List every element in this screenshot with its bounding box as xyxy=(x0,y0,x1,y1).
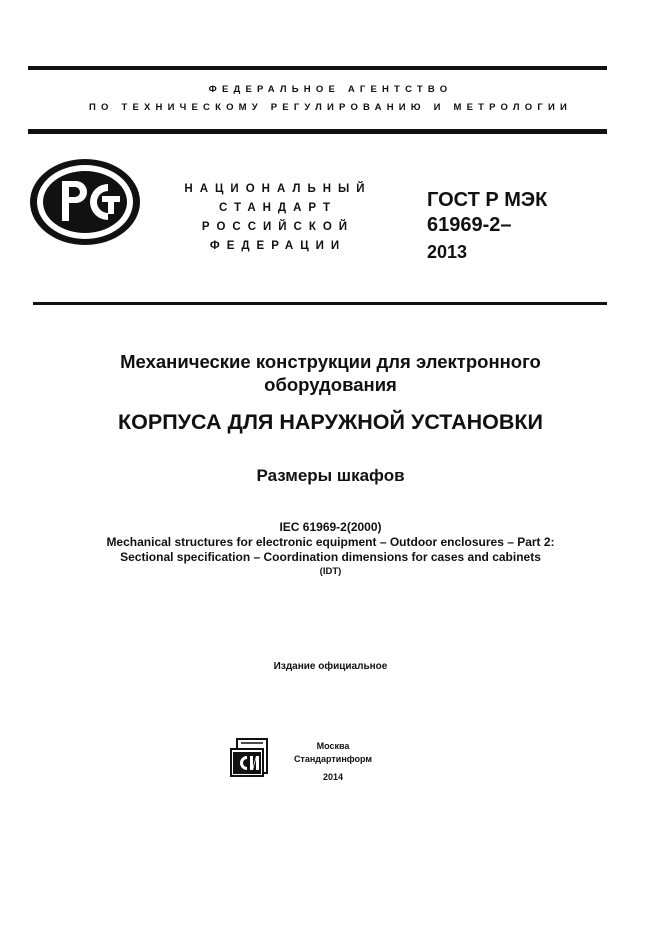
iec-title-line-1: Mechanical structures for electronic equipment – Outdoor enclosures – Part 2: xyxy=(106,535,555,549)
top-rule xyxy=(28,66,607,70)
iec-code: IEC 61969-2(2000) xyxy=(279,520,382,534)
agency-line-1: ФЕДЕРАЛЬНОЕ АГЕНТСТВО xyxy=(208,84,453,95)
publisher-name: Стандартинформ xyxy=(293,754,373,764)
agency-line-2: ПО ТЕХНИЧЕСКОМУ РЕГУЛИРОВАНИЮ И МЕТРОЛОГИИ xyxy=(89,102,572,113)
gost-code-line-3: 2013 xyxy=(427,242,468,262)
title-line-2: оборудования xyxy=(264,374,397,395)
gost-code-line-2: 61969-2– xyxy=(427,214,512,236)
standard-bottom-rule xyxy=(33,302,607,305)
standard-line-1: НАЦИОНАЛЬНЫЙ xyxy=(184,183,372,195)
gost-code-line-1: ГОСТ Р МЭК xyxy=(427,189,548,211)
standard-line-2: СТАНДАРТ xyxy=(219,202,337,214)
publisher-year: 2014 xyxy=(322,772,344,782)
header-bottom-rule xyxy=(28,129,607,134)
edition-label: Издание официальное xyxy=(273,661,388,672)
standard-line-4: ФЕДЕРАЦИИ xyxy=(209,240,347,252)
gost-r-logo-icon xyxy=(28,157,142,247)
standartinform-logo-icon xyxy=(229,738,271,778)
publisher-city: Москва xyxy=(316,741,350,751)
subtitle: Размеры шкафов xyxy=(256,466,405,485)
main-title: КОРПУСА ДЛЯ НАРУЖНОЙ УСТАНОВКИ xyxy=(118,410,543,434)
iec-idt: (IDT) xyxy=(319,566,342,577)
standard-line-3: РОССИЙСКОЙ xyxy=(201,221,355,233)
title-line-1: Механические конструкции для электронного xyxy=(120,351,541,372)
iec-title-line-2: Sectional specification – Coordination dimensions for cases and cabinets xyxy=(120,550,541,564)
